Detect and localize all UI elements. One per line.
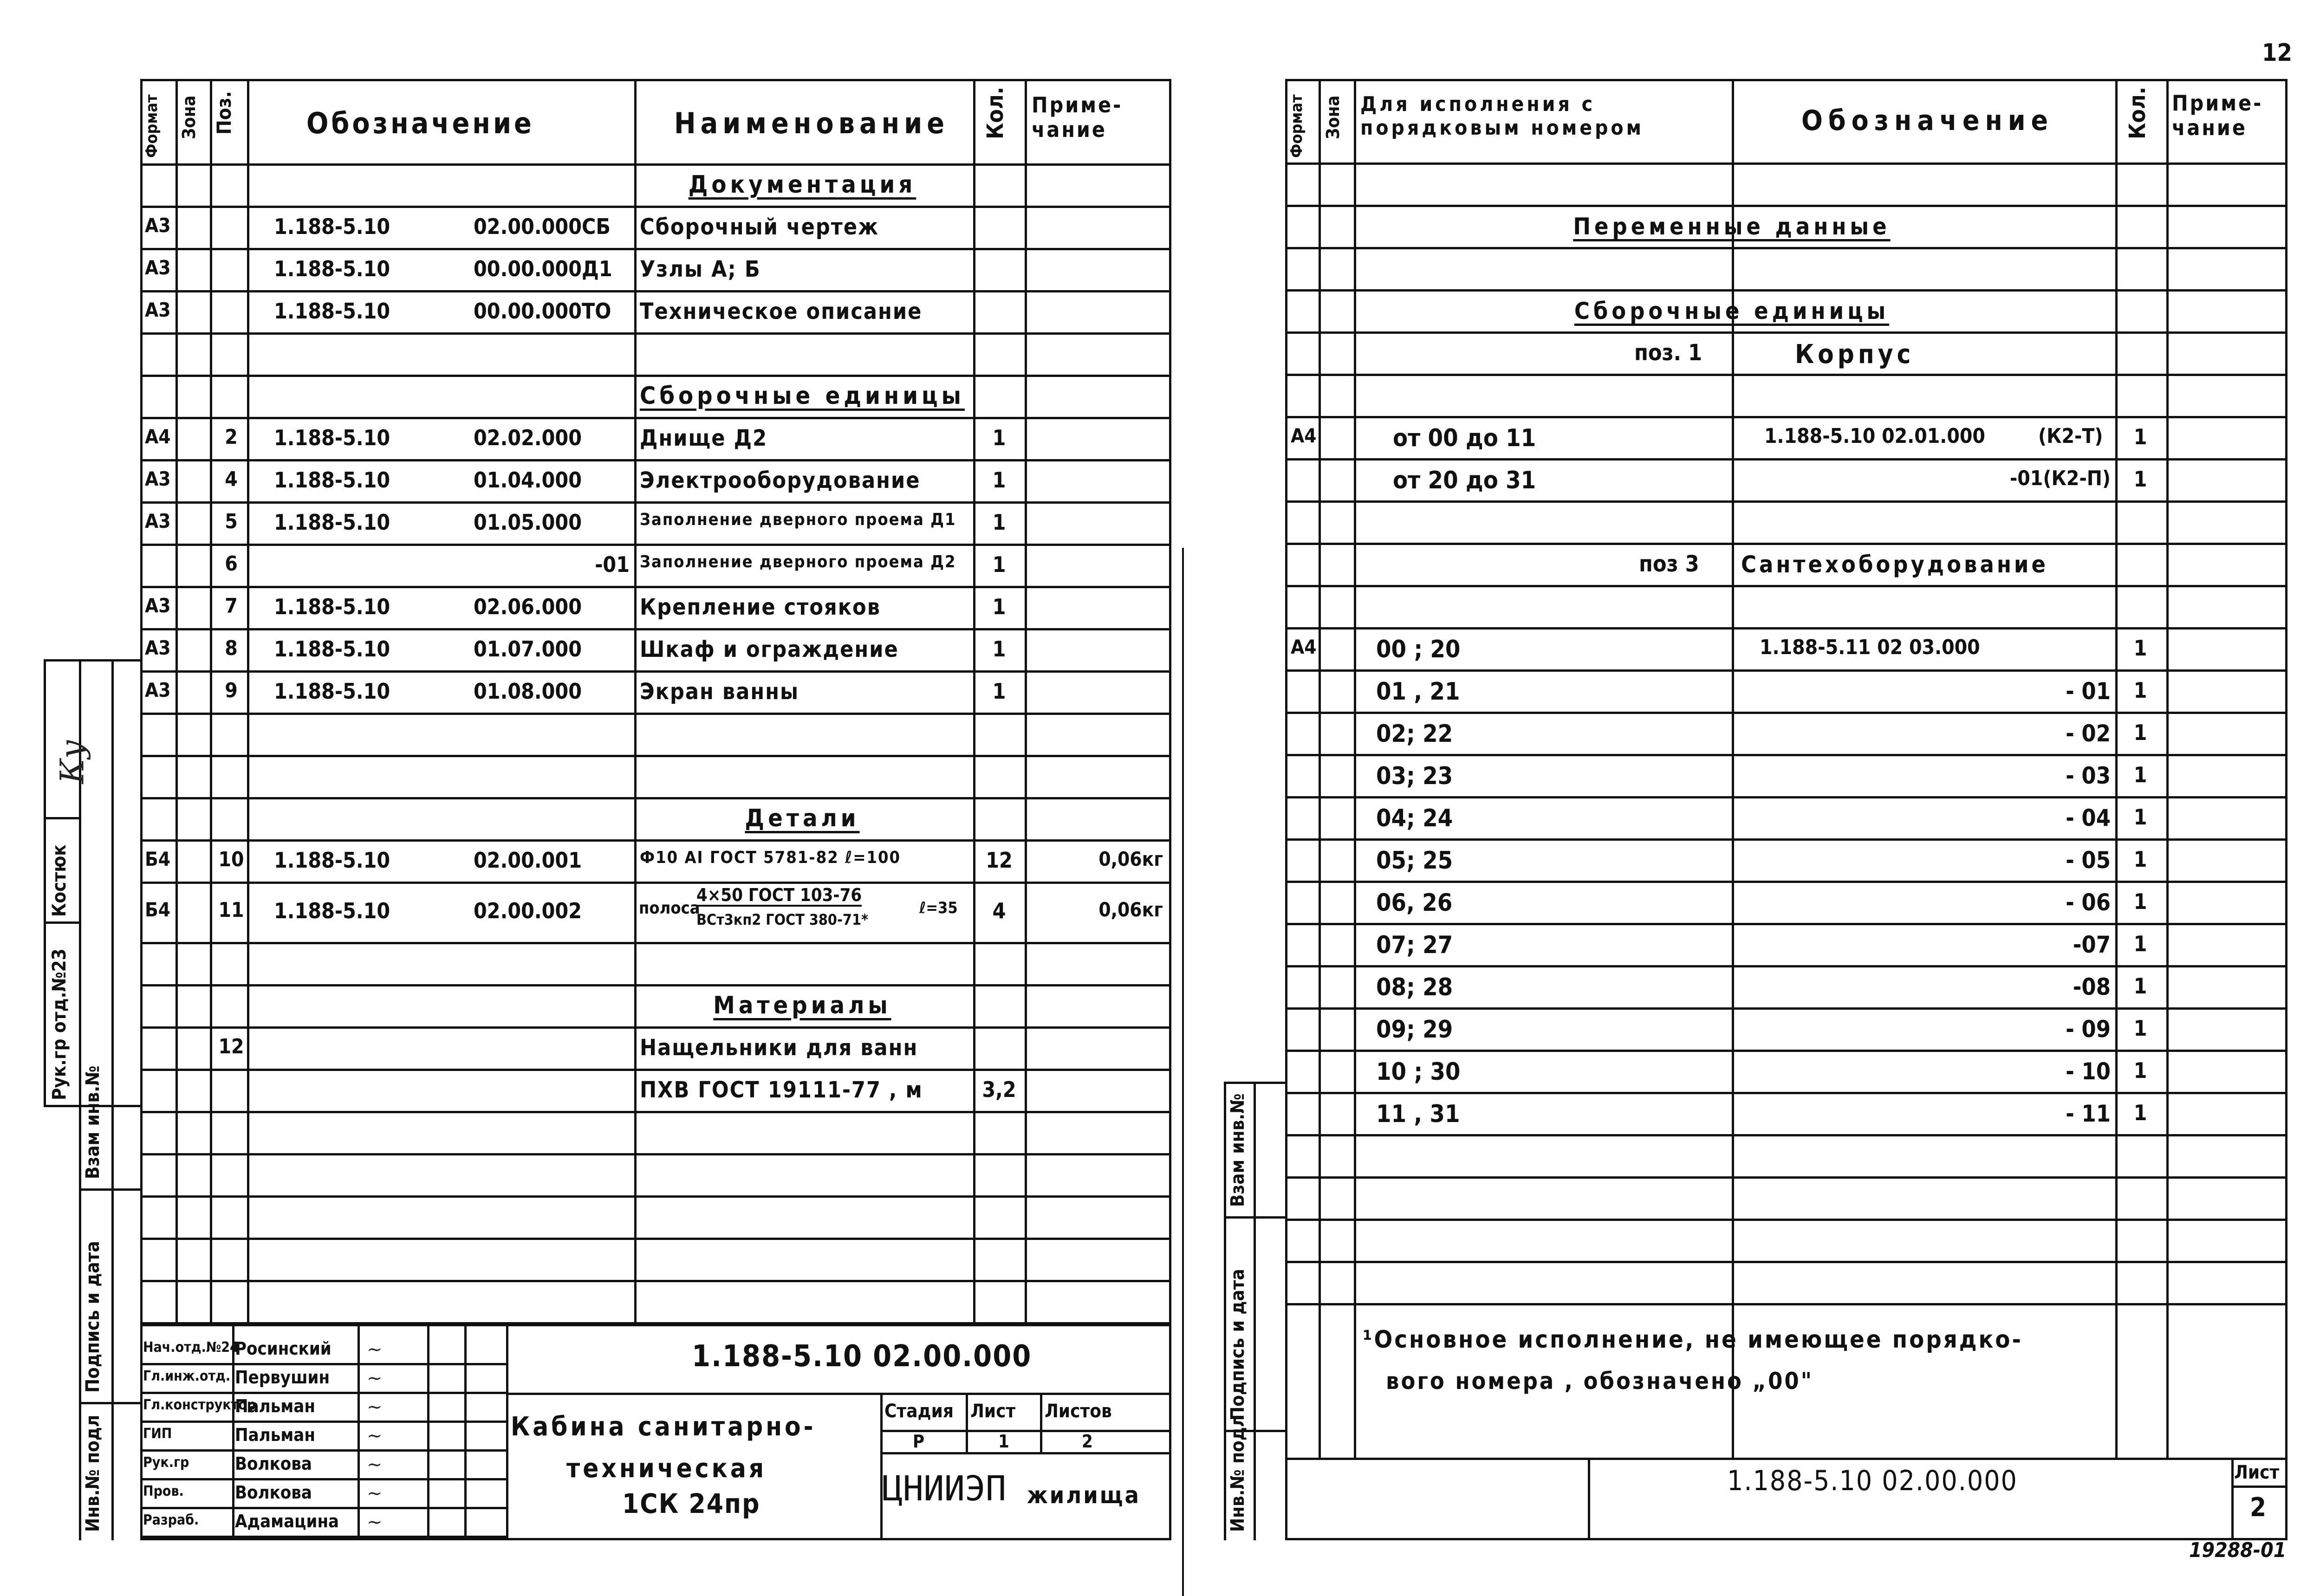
row-line bbox=[1285, 205, 2288, 207]
footnote-line2: вого номера , обозначено „00" bbox=[1386, 1368, 1814, 1395]
stage-value: Р bbox=[913, 1431, 925, 1452]
exec-number: 05; 25 bbox=[1376, 847, 1453, 875]
row-line bbox=[140, 1153, 1171, 1155]
row-line bbox=[140, 332, 1171, 335]
row-line bbox=[1285, 374, 2288, 376]
exec-number: 04; 24 bbox=[1376, 804, 1453, 832]
row-qty: 12 bbox=[986, 848, 1013, 873]
r-header-qty: Кол. bbox=[2125, 86, 2151, 139]
row-pos: 5 bbox=[225, 510, 238, 533]
row-line bbox=[1285, 416, 2288, 418]
row-name: Материалы bbox=[713, 992, 891, 1019]
exec-qty: 1 bbox=[2133, 1058, 2147, 1083]
r-side-label-inv: Инв.№ подл bbox=[1227, 1414, 1248, 1532]
row-designation-2: -01 bbox=[595, 552, 630, 577]
r1-designation: 1.188-5.10 02.01.000 bbox=[1764, 424, 1985, 448]
exec-designation: - 02 bbox=[2066, 720, 2111, 747]
row-designation-2: 02.00.001 bbox=[474, 848, 582, 873]
approval-name: Пальман bbox=[235, 1425, 315, 1445]
row-pos: 8 bbox=[225, 636, 238, 660]
row-pos: 7 bbox=[225, 594, 238, 618]
row-line bbox=[1285, 1050, 2288, 1052]
row-name: ПХВ ГОСТ 19111-77 , м bbox=[640, 1077, 923, 1103]
sheets-value: 2 bbox=[1082, 1431, 1093, 1452]
row-line bbox=[1285, 1007, 2288, 1010]
row-name-numerator: 4×50 ГОСТ 103-76 bbox=[696, 886, 862, 907]
row-designation: 1.188-5.10 bbox=[274, 298, 390, 324]
approval-signature: ~ bbox=[367, 1368, 383, 1389]
header-qty: Кол. bbox=[982, 86, 1008, 139]
stamp-name: Костюк bbox=[49, 844, 70, 917]
row-format: А3 bbox=[145, 636, 171, 659]
row-line bbox=[140, 417, 1171, 419]
row-name: Заполнение дверного проема Д1 bbox=[640, 510, 956, 529]
row-line bbox=[1285, 965, 2288, 967]
approval-role: ГИП bbox=[143, 1426, 172, 1442]
exec-number: 00 ; 20 bbox=[1376, 636, 1461, 663]
approval-role: Пров. bbox=[143, 1483, 184, 1499]
row-designation-2: 01.05.000 bbox=[474, 510, 582, 535]
row-designation: 1.188-5.10 bbox=[274, 679, 390, 704]
approval-role: Рук.гр bbox=[143, 1454, 189, 1471]
row-line bbox=[140, 1195, 1171, 1198]
title-line3: 1СК 24пр bbox=[622, 1488, 760, 1519]
row-name: Крепление стояков bbox=[640, 594, 881, 620]
row-format: А4 bbox=[145, 425, 171, 448]
archive-stamp: 19288-01 bbox=[2189, 1538, 2287, 1562]
row-qty: 1 bbox=[992, 510, 1006, 535]
r3-designation: 1.188-5.11 02 03.000 bbox=[1760, 636, 1980, 659]
r-header-zone: Зона bbox=[1323, 95, 1343, 139]
row-qty: 4 bbox=[992, 898, 1006, 923]
title-line2: техническая bbox=[566, 1453, 767, 1484]
row-name: Документация bbox=[688, 171, 916, 199]
r-header-designation: Обозначение bbox=[1801, 104, 2054, 137]
r-header-exec: Для исполнения с порядковым номером bbox=[1360, 92, 1644, 140]
row-pos: 12 bbox=[218, 1035, 244, 1058]
row-line bbox=[1285, 247, 2288, 249]
stamp-signature: Ку bbox=[53, 740, 91, 784]
exec-number: 09; 29 bbox=[1376, 1016, 1453, 1044]
row-line bbox=[140, 1111, 1171, 1113]
row-designation-2: 02.02.000 bbox=[474, 425, 582, 450]
row-designation: 1.188-5.10 bbox=[274, 594, 390, 619]
row-designation-2: 02.06.000 bbox=[474, 594, 582, 619]
row-qty: 1 bbox=[992, 636, 1006, 662]
row-line bbox=[1285, 1134, 2288, 1136]
approval-signature: ~ bbox=[367, 1339, 383, 1360]
row-qty: 1 bbox=[992, 467, 1006, 493]
row-qty: 1 bbox=[992, 425, 1006, 450]
header-name: Наименование bbox=[674, 106, 949, 140]
exec-qty: 1 bbox=[2133, 762, 2147, 787]
sheet-divider bbox=[1182, 548, 1184, 1596]
exec-number: 11 , 31 bbox=[1376, 1100, 1460, 1128]
approval-signature: ~ bbox=[367, 1512, 383, 1533]
row-format: Б4 bbox=[145, 898, 171, 921]
row-name: Шкаф и ограждение bbox=[640, 636, 899, 662]
r1-qty: 1 bbox=[2133, 424, 2147, 449]
row-name: Заполнение дверного проема Д2 bbox=[640, 552, 956, 571]
row-name: Экран ванны bbox=[640, 679, 799, 705]
row-designation-2: 01.08.000 bbox=[474, 679, 582, 704]
row-line bbox=[140, 206, 1171, 208]
section-assembly: Сборочные единицы bbox=[1574, 298, 1890, 324]
r1-code: (К2-Т) bbox=[2038, 424, 2103, 448]
org-name-2: жилища bbox=[1027, 1482, 1141, 1509]
row-pos: 2 bbox=[225, 425, 238, 449]
exec-qty: 1 bbox=[2133, 889, 2147, 914]
row-line bbox=[1285, 712, 2288, 714]
exec-qty: 1 bbox=[2133, 1100, 2147, 1125]
section-variable: Переменные данные bbox=[1573, 213, 1891, 240]
exec-number: 02; 22 bbox=[1376, 720, 1453, 748]
row-pos: 6 bbox=[225, 552, 238, 576]
header-note: Приме-чание bbox=[1032, 92, 1123, 142]
exec-qty: 1 bbox=[2133, 720, 2147, 745]
exec-designation: - 10 bbox=[2066, 1058, 2111, 1085]
approval-role: Гл.конструктор bbox=[143, 1397, 256, 1413]
row-line bbox=[1285, 627, 2288, 629]
row-line bbox=[1285, 458, 2288, 461]
row-line bbox=[1285, 1261, 2288, 1263]
row-designation: 1.188-5.10 bbox=[274, 848, 390, 873]
row-line bbox=[1285, 289, 2288, 292]
row-name: Сборочные единицы bbox=[640, 382, 965, 410]
pos3-name: Сантехоборудование bbox=[1741, 551, 2048, 578]
row-name: Днище Д2 bbox=[640, 425, 768, 451]
row-line bbox=[140, 501, 1171, 504]
exec-qty: 1 bbox=[2133, 973, 2147, 999]
row-name: Узлы А; Б bbox=[640, 256, 761, 282]
r2-qty: 1 bbox=[2133, 467, 2147, 492]
pos3-label: поз 3 bbox=[1639, 551, 1699, 577]
approval-line bbox=[140, 1392, 507, 1394]
row-designation: 1.188-5.10 bbox=[274, 256, 390, 281]
r-sheet-value: 2 bbox=[2250, 1492, 2267, 1523]
row-format: Б4 bbox=[145, 848, 171, 870]
row-line bbox=[1285, 1303, 2288, 1305]
sheet-header: Лист bbox=[970, 1401, 1016, 1422]
row-line bbox=[140, 1280, 1171, 1282]
org-name: ЦНИИЭП bbox=[882, 1469, 1007, 1509]
row-format: А3 bbox=[145, 467, 171, 490]
row-line bbox=[140, 1238, 1171, 1240]
row-name: Детали bbox=[745, 804, 860, 832]
row-name-suffix: ℓ=35 bbox=[919, 899, 958, 917]
row-name: Ф10 АI ГОСТ 5781-82 ℓ=100 bbox=[640, 848, 901, 867]
title-line1: Кабина санитарно- bbox=[511, 1412, 816, 1442]
row-pos: 11 bbox=[218, 898, 244, 922]
r-header-format: Формат bbox=[1287, 94, 1306, 158]
exec-number: 03; 23 bbox=[1376, 762, 1453, 790]
row-name-denominator: ВСт3кп2 ГОСТ 380-71* bbox=[696, 911, 869, 928]
exec-qty: 1 bbox=[2133, 931, 2147, 956]
approval-name: Волкова bbox=[235, 1453, 312, 1474]
row-designation-2: 02.00.002 bbox=[474, 898, 582, 923]
exec-designation: -07 bbox=[2073, 931, 2111, 958]
row-format: А3 bbox=[145, 298, 171, 321]
approval-signature: ~ bbox=[367, 1425, 383, 1447]
row-line bbox=[1285, 585, 2288, 587]
row-designation-2: 00.00.000ТО bbox=[474, 298, 611, 324]
row-format: А3 bbox=[145, 679, 171, 701]
row-designation-2: 00.00.000Д1 bbox=[474, 256, 612, 281]
approval-line bbox=[140, 1363, 507, 1365]
row-line bbox=[140, 459, 1171, 461]
r1-exec: от 00 до 11 bbox=[1393, 424, 1536, 452]
row-line bbox=[140, 984, 1171, 986]
row-line bbox=[1285, 923, 2288, 925]
row-line bbox=[140, 544, 1171, 546]
approval-line bbox=[140, 1421, 507, 1423]
row-format: А3 bbox=[145, 594, 171, 617]
page-number: 12 bbox=[2262, 39, 2293, 67]
exec-number: 08; 28 bbox=[1376, 973, 1453, 1001]
approval-line bbox=[140, 1536, 507, 1538]
row-line bbox=[140, 375, 1171, 377]
row-name: Электрооборудование bbox=[640, 467, 921, 493]
stamp-role: Рук.гр отд.№23 bbox=[49, 948, 70, 1100]
row-qty: 1 bbox=[992, 552, 1006, 577]
r-side-label-sign: Подпись и дата bbox=[1227, 1269, 1248, 1421]
row-format: А3 bbox=[145, 510, 171, 532]
row-designation: 1.188-5.10 bbox=[274, 898, 390, 923]
row-line bbox=[1285, 1219, 2288, 1221]
row-designation: 1.188-5.10 bbox=[274, 214, 390, 239]
header-format: Формат bbox=[143, 94, 161, 158]
r2-designation: -01(К2-П) bbox=[2009, 467, 2111, 490]
header-designation: Обозначение bbox=[306, 106, 534, 140]
r-header-note: Приме-чание bbox=[2172, 91, 2263, 140]
exec-designation: - 11 bbox=[2066, 1100, 2111, 1127]
row-line bbox=[140, 755, 1171, 757]
approval-signature: ~ bbox=[367, 1396, 383, 1418]
sheet-value: 1 bbox=[998, 1431, 1009, 1452]
row-line bbox=[140, 942, 1171, 944]
row-line bbox=[140, 797, 1171, 799]
stage-header: Стадия bbox=[884, 1401, 954, 1422]
row-pos: 9 bbox=[225, 679, 238, 702]
side-label-sign: Подпись и дата bbox=[82, 1241, 104, 1393]
approval-name: Адамацина bbox=[235, 1511, 339, 1531]
row-line bbox=[140, 670, 1171, 673]
row-format: А3 bbox=[145, 214, 171, 237]
row-name: Сборочный чертеж bbox=[640, 214, 879, 240]
exec-designation: - 01 bbox=[2066, 678, 2111, 705]
approval-role: Нач.отд.№24 bbox=[143, 1339, 239, 1356]
row-line bbox=[1285, 500, 2288, 503]
exec-designation: - 05 bbox=[2066, 847, 2111, 874]
row-name: Нащельники для ванн bbox=[640, 1035, 918, 1061]
exec-designation: - 03 bbox=[2066, 762, 2111, 789]
r2-exec: от 20 до 31 bbox=[1393, 467, 1536, 494]
exec-qty: 1 bbox=[2133, 636, 2147, 661]
sheets-header: Листов bbox=[1045, 1401, 1112, 1422]
approval-line bbox=[140, 1449, 507, 1452]
row-qty: 3,2 bbox=[982, 1077, 1016, 1102]
approval-name: Первушин bbox=[235, 1367, 330, 1388]
exec-qty: 1 bbox=[2133, 1016, 2147, 1041]
row-qty: 1 bbox=[992, 679, 1006, 704]
approval-name: Росинский bbox=[235, 1338, 331, 1359]
r-title-designation: 1.188-5.10 02.00.000 bbox=[1727, 1465, 2018, 1497]
title-designation: 1.188-5.10 02.00.000 bbox=[692, 1339, 1032, 1374]
row-pos: 10 bbox=[218, 848, 244, 871]
exec-designation: -08 bbox=[2073, 973, 2111, 1000]
header-zone: Зона bbox=[179, 95, 199, 139]
row-note: 0,06кг bbox=[1098, 848, 1163, 870]
row-line bbox=[140, 1026, 1171, 1029]
approval-line bbox=[140, 1507, 507, 1509]
row-line bbox=[140, 1069, 1171, 1071]
approval-name: Пальман bbox=[235, 1396, 315, 1416]
r-sheet-header: Лист bbox=[2234, 1462, 2280, 1483]
exec-designation: - 09 bbox=[2066, 1016, 2111, 1043]
row-line bbox=[140, 290, 1171, 292]
side-label-replace: Взам инв.№ bbox=[82, 1065, 104, 1179]
row-line bbox=[140, 628, 1171, 630]
exec-number: 10 ; 30 bbox=[1376, 1058, 1461, 1086]
row-designation-2: 01.04.000 bbox=[474, 467, 582, 493]
pos1-name: Корпус bbox=[1795, 339, 1915, 370]
row-name: Техническое описание bbox=[640, 298, 923, 324]
approval-signature: ~ bbox=[367, 1454, 383, 1475]
row-line bbox=[140, 882, 1171, 884]
exec-number: 06, 26 bbox=[1376, 889, 1453, 917]
approval-name: Волкова bbox=[235, 1482, 312, 1503]
row-designation-2: 02.00.000СБ bbox=[474, 214, 611, 239]
row-designation: 1.188-5.10 bbox=[274, 636, 390, 662]
r3-format: А4 bbox=[1291, 636, 1317, 658]
row-designation: 1.188-5.10 bbox=[274, 425, 390, 450]
approval-line bbox=[140, 1478, 507, 1480]
approval-role: Гл.инж.отд. bbox=[143, 1368, 231, 1384]
approval-signature: ~ bbox=[367, 1483, 383, 1504]
row-line bbox=[140, 248, 1171, 250]
row-designation-2: 01.07.000 bbox=[474, 636, 582, 662]
row-line bbox=[1285, 754, 2288, 756]
exec-qty: 1 bbox=[2133, 678, 2147, 703]
row-note: 0,06кг bbox=[1098, 898, 1163, 921]
exec-designation: - 04 bbox=[2066, 804, 2111, 831]
row-line bbox=[1285, 1176, 2288, 1179]
row-name-prefix: полоса bbox=[639, 899, 700, 918]
row-line bbox=[1285, 1092, 2288, 1094]
row-line bbox=[140, 713, 1171, 715]
footnote-line1: ¹Основное исполнение, не имеющее порядко- bbox=[1363, 1326, 2023, 1354]
row-line bbox=[1285, 838, 2288, 841]
row-qty: 1 bbox=[992, 594, 1006, 619]
exec-qty: 1 bbox=[2133, 804, 2147, 830]
exec-number: 01 , 21 bbox=[1376, 678, 1460, 706]
exec-number: 07; 27 bbox=[1376, 931, 1453, 959]
row-format: А3 bbox=[145, 256, 171, 279]
approval-role: Разраб. bbox=[143, 1512, 199, 1528]
row-line bbox=[1285, 796, 2288, 798]
row-pos: 4 bbox=[225, 467, 238, 491]
exec-designation: - 06 bbox=[2066, 889, 2111, 916]
row-line bbox=[1285, 669, 2288, 672]
row-line bbox=[1285, 881, 2288, 883]
exec-qty: 1 bbox=[2133, 847, 2147, 872]
row-line bbox=[140, 586, 1171, 588]
header-pos: Поз. bbox=[213, 91, 235, 135]
side-label-inv: Инв.№ подл bbox=[82, 1414, 104, 1532]
r1-format: А4 bbox=[1291, 424, 1317, 447]
row-line bbox=[1285, 331, 2288, 334]
row-line bbox=[140, 839, 1171, 842]
r-side-label-replace: Взам инв.№ bbox=[1227, 1093, 1248, 1207]
row-line bbox=[1285, 543, 2288, 545]
row-designation: 1.188-5.10 bbox=[274, 467, 390, 493]
pos1-label: поз. 1 bbox=[1634, 340, 1703, 366]
row-designation: 1.188-5.10 bbox=[274, 510, 390, 535]
